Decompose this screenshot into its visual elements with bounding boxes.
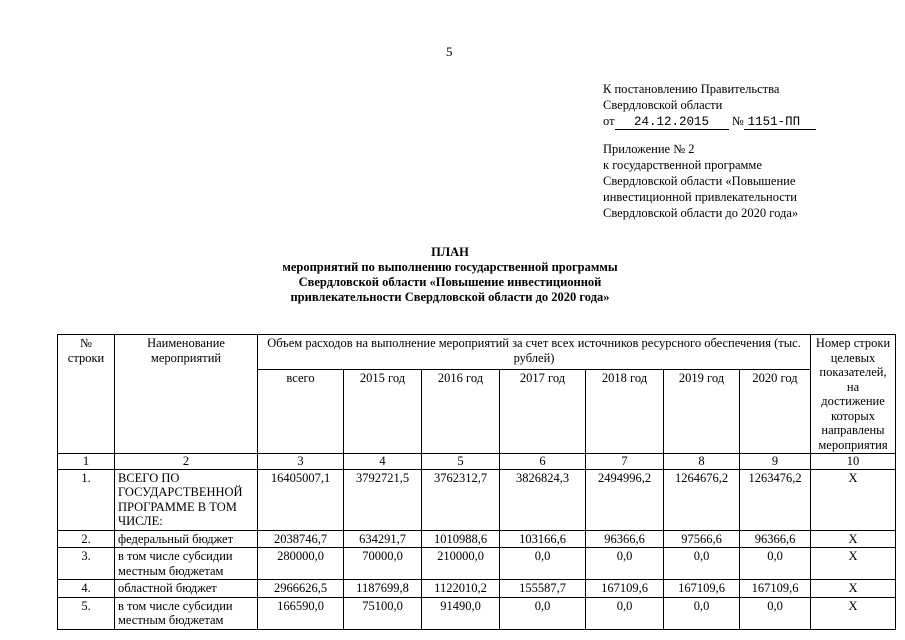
value-2019: 1264676,2 — [664, 469, 740, 530]
table-header-row — [58, 335, 896, 370]
plan-title-line: привлекательности Свердловской области до 2020 года» — [290, 290, 610, 304]
plan-heading: ПЛАН — [431, 245, 469, 259]
subheader-2018: 2018 год — [586, 370, 664, 454]
row-name: в том числе субсидии местным бюджетам — [115, 597, 258, 629]
value-2016: 91490,0 — [422, 597, 500, 629]
row-name: федеральный бюджет — [115, 530, 258, 548]
column-number: 4 — [344, 454, 422, 470]
value-2016: 1122010,2 — [422, 580, 500, 598]
value-total: 2038746,7 — [258, 530, 344, 548]
value-2015: 634291,7 — [344, 530, 422, 548]
appendix-line: Свердловской области до 2020 года» — [603, 206, 799, 220]
header-target-row: Номер строки целевых показателей, на достижение которых направлены мероприятия — [811, 335, 896, 454]
column-number: 5 — [422, 454, 500, 470]
row-name: ВСЕГО ПО ГОСУДАРСТВЕННОЙ ПРОГРАММЕ В ТОМ ЧИСЛЕ: — [115, 469, 258, 530]
value-2020: 96366,6 — [740, 530, 811, 548]
page-number: 5 — [446, 44, 453, 59]
value-2018: 0,0 — [586, 548, 664, 580]
value-2017: 103166,6 — [500, 530, 586, 548]
row-number: 1. — [58, 469, 115, 530]
column-number: 7 — [586, 454, 664, 470]
row-number: 2. — [58, 530, 115, 548]
row-name: в том числе субсидии местным бюджетам — [115, 548, 258, 580]
value-total: 16405007,1 — [258, 469, 344, 530]
column-number: 9 — [740, 454, 811, 470]
value-2016: 210000,0 — [422, 548, 500, 580]
row-target: Х — [811, 530, 896, 548]
plan-title-line: Свердловской области «Повышение инвестиционной — [298, 275, 602, 289]
column-number: 2 — [115, 454, 258, 470]
header-expenses: Объем расходов на выполнение мероприятий за счет всех источников ресурсного обеспечения (тыс. рублей) — [258, 335, 811, 370]
row-target: Х — [811, 548, 896, 580]
table-row — [58, 548, 896, 580]
value-2015: 1187699,8 — [344, 580, 422, 598]
value-2018: 167109,6 — [586, 580, 664, 598]
row-target: Х — [811, 597, 896, 629]
value-total: 280000,0 — [258, 548, 344, 580]
approval-date: 24.12.2015 — [615, 116, 729, 130]
value-2020: 1263476,2 — [740, 469, 811, 530]
plan-table — [57, 334, 896, 630]
subheader-2017: 2017 год — [500, 370, 586, 454]
column-number-row — [58, 454, 896, 470]
table-row — [58, 530, 896, 548]
plan-title — [210, 245, 690, 305]
column-number: 6 — [500, 454, 586, 470]
value-total: 166590,0 — [258, 597, 344, 629]
value-2018: 2494996,2 — [586, 469, 664, 530]
header-name: Наименование мероприятий — [115, 335, 258, 454]
row-name: областной бюджет — [115, 580, 258, 598]
appendix-line: Свердловской области «Повышение — [603, 174, 796, 188]
column-number: 1 — [58, 454, 115, 470]
value-2019: 167109,6 — [664, 580, 740, 598]
value-2015: 70000,0 — [344, 548, 422, 580]
subheader-2016: 2016 год — [422, 370, 500, 454]
approval-from-label: от — [603, 114, 615, 128]
column-number: 3 — [258, 454, 344, 470]
table-row — [58, 469, 896, 530]
value-2020: 167109,6 — [740, 580, 811, 598]
table-row — [58, 597, 896, 629]
value-2015: 3792721,5 — [344, 469, 422, 530]
value-2018: 96366,6 — [586, 530, 664, 548]
approval-number: 1151-ПП — [744, 116, 816, 130]
value-2015: 75100,0 — [344, 597, 422, 629]
approval-date-line — [603, 113, 816, 130]
appendix-block — [603, 141, 833, 221]
appendix-title: Приложение № 2 — [603, 142, 695, 156]
row-target: Х — [811, 469, 896, 530]
row-number: 3. — [58, 548, 115, 580]
value-2017: 3826824,3 — [500, 469, 586, 530]
row-number: 4. — [58, 580, 115, 598]
subheader-2020: 2020 год — [740, 370, 811, 454]
value-2019: 0,0 — [664, 548, 740, 580]
value-2017: 0,0 — [500, 597, 586, 629]
approval-number-label: № — [731, 114, 744, 128]
value-2017: 0,0 — [500, 548, 586, 580]
header-row-number: № строки — [58, 335, 115, 454]
column-number: 10 — [811, 454, 896, 470]
table-row — [58, 580, 896, 598]
approval-line-2: Свердловской области — [603, 98, 723, 112]
subheader-total: всего — [258, 370, 344, 454]
approval-line-1: К постановлению Правительства — [603, 82, 780, 96]
value-2019: 0,0 — [664, 597, 740, 629]
plan-title-line: мероприятий по выполнению государственной программы — [282, 260, 618, 274]
value-2018: 0,0 — [586, 597, 664, 629]
row-number: 5. — [58, 597, 115, 629]
subheader-2019: 2019 год — [664, 370, 740, 454]
value-2016: 3762312,7 — [422, 469, 500, 530]
value-2019: 97566,6 — [664, 530, 740, 548]
column-number: 8 — [664, 454, 740, 470]
appendix-line: к государственной программе — [603, 158, 762, 172]
row-target: Х — [811, 580, 896, 598]
value-2020: 0,0 — [740, 548, 811, 580]
value-2020: 0,0 — [740, 597, 811, 629]
value-2016: 1010988,6 — [422, 530, 500, 548]
approval-block — [603, 81, 816, 130]
appendix-line: инвестиционной привлекательности — [603, 190, 798, 204]
value-2017: 155587,7 — [500, 580, 586, 598]
subheader-2015: 2015 год — [344, 370, 422, 454]
value-total: 2966626,5 — [258, 580, 344, 598]
